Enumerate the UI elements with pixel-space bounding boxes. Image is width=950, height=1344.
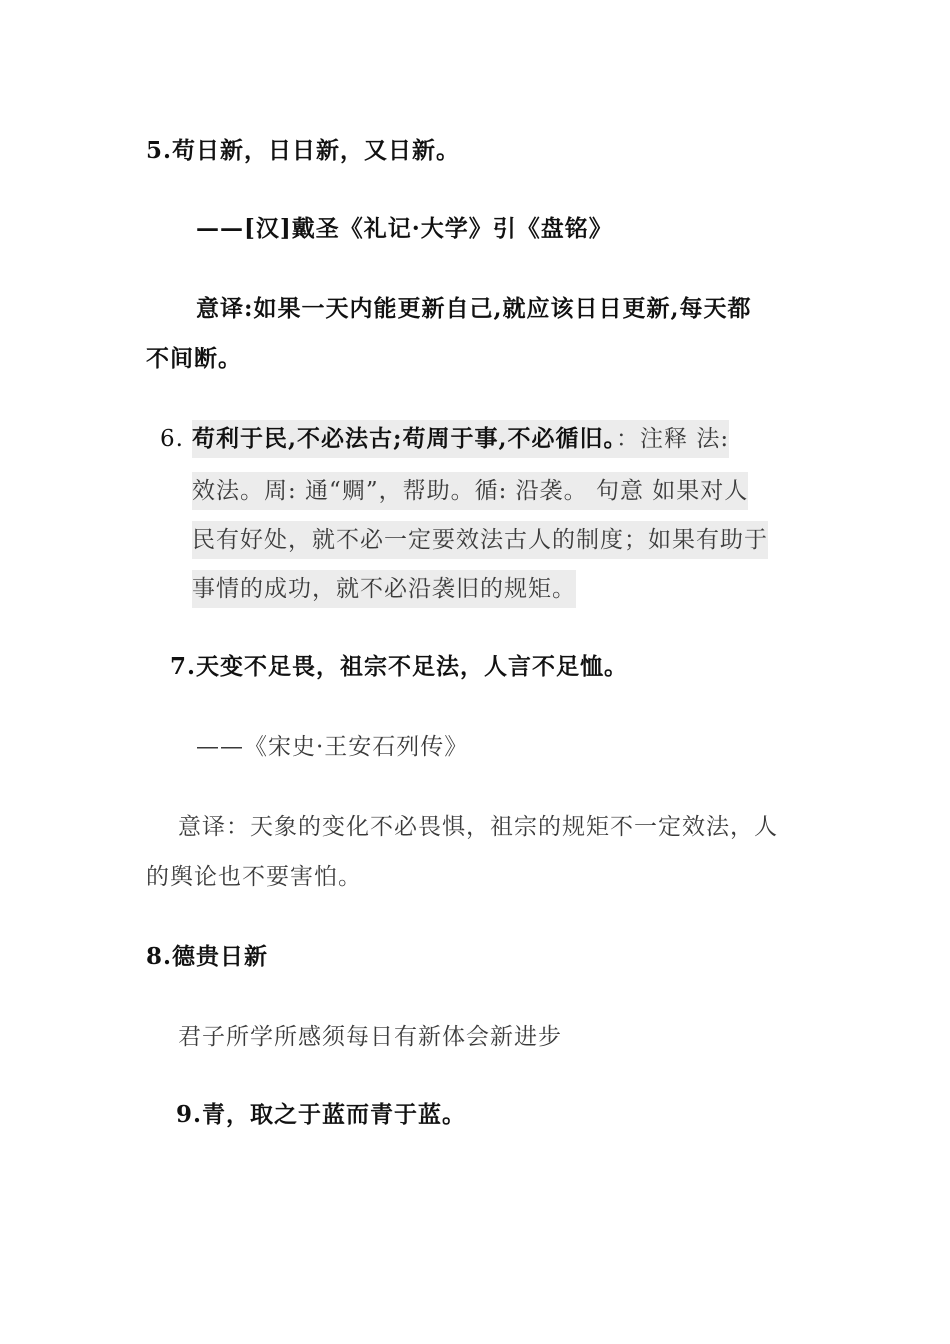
item5-title: 5.苟日新，日日新，又日新。 xyxy=(146,137,461,164)
item6-note-tail: ：注释 法: xyxy=(616,426,730,452)
item7-source: ——《宋史·王安石列传》 xyxy=(196,734,469,760)
item6-note-line4: 事情的成功，就不必沿袭旧的规矩。 xyxy=(192,570,576,608)
item6-line1 xyxy=(192,420,729,458)
item5-translation-line1: 意译:如果一天内能更新自己,就应该日日更新,每天都 xyxy=(196,295,752,322)
item8-text: 君子所学所感须每日有新体会新进步 xyxy=(178,1024,562,1050)
item7-translation-line1: 意译：天象的变化不必畏惧，祖宗的规矩不一定效法，人 xyxy=(178,814,778,840)
item8-title: 8.德贵日新 xyxy=(146,943,269,970)
item5-translation-line2: 不间断。 xyxy=(146,345,242,372)
item6-note-line3: 民有好处，就不必一定要效法古人的制度；如果有助于 xyxy=(192,521,768,559)
item9-title: 9.青，取之于蓝而青于蓝。 xyxy=(176,1101,467,1128)
item6-number: 6. xyxy=(160,426,184,452)
item5-source: ——[汉]戴圣《礼记·大学》引《盘铭》 xyxy=(196,215,613,242)
item7-title: 7.天变不足畏，祖宗不足法，人言不足恤。 xyxy=(170,653,629,680)
item6-note-line2: 效法。周: 通“赒”，帮助。循: 沿袭。 句意 如果对人 xyxy=(192,472,748,510)
item7-translation-line2: 的舆论也不要害怕。 xyxy=(146,864,362,890)
item6-title: 苟利于民,不必法古;苟周于事,不必循旧。 xyxy=(192,425,617,452)
